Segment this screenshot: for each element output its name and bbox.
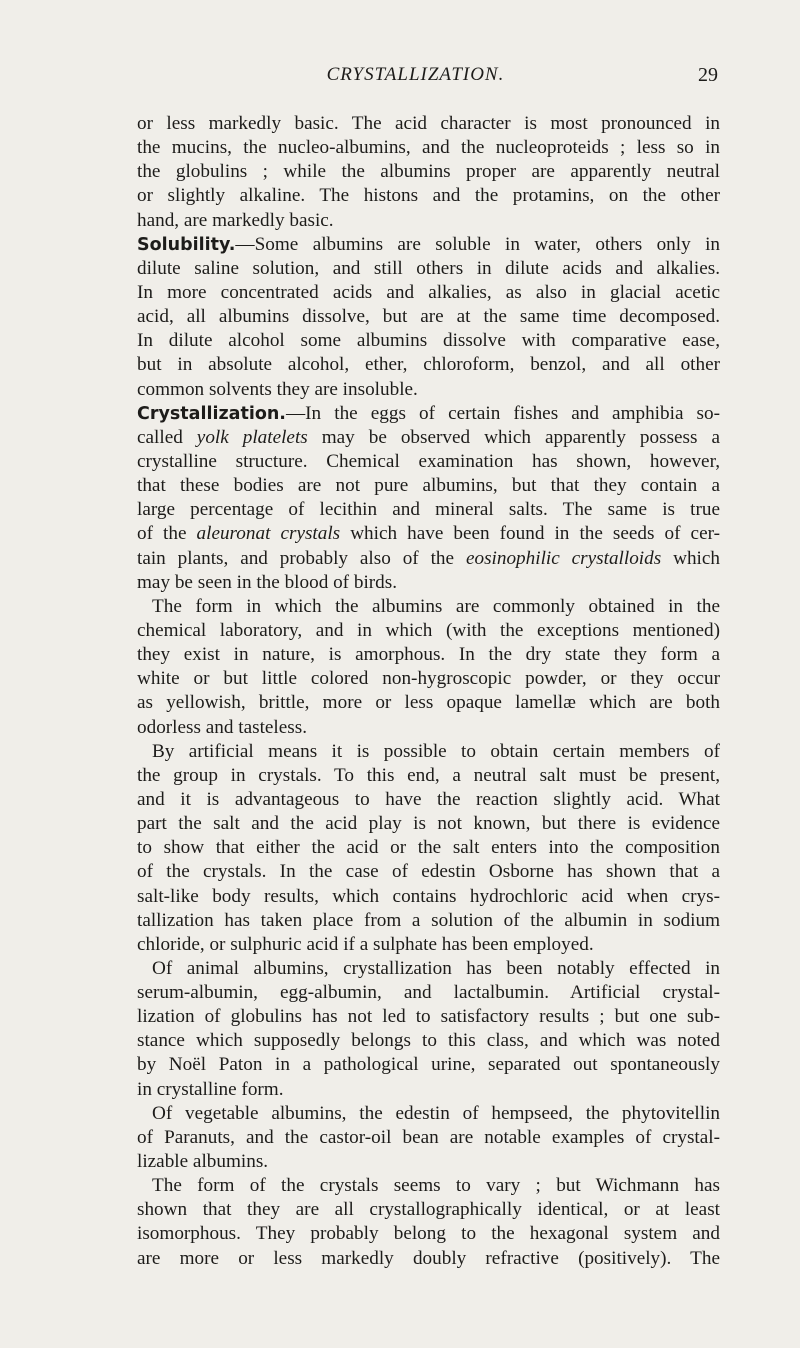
italic-term: yolk platelets [196, 426, 308, 448]
text-line [137, 885, 720, 909]
text-line [137, 836, 720, 860]
line-text: large percentage of lecithin and mineral salts. The same is true [137, 499, 720, 521]
line-text: lization of globulins has not led to satisfactory results ; but one sub- [137, 1006, 720, 1028]
text-line [137, 812, 720, 836]
text-line [137, 1053, 720, 1077]
text-line [137, 329, 720, 353]
text-line [137, 1150, 720, 1174]
text-line [137, 619, 720, 643]
line-text: of Paranuts, and the castor-oil bean are notable examples of crystal- [137, 1126, 720, 1148]
section-heading: Crystallization. [137, 403, 286, 424]
text-line [137, 1102, 720, 1126]
text-line [137, 184, 720, 208]
text-line [137, 112, 720, 136]
line-text: Of animal albumins, crystallization has been notably effected in [152, 957, 720, 979]
text-line [137, 233, 720, 257]
text-line [137, 402, 720, 426]
line-text: lizable albumins. [137, 1151, 269, 1173]
line-text: stance which supposedly belongs to this class, and which was noted [137, 1030, 720, 1052]
line-text: hand, are markedly basic. [137, 209, 334, 231]
text-line [137, 353, 720, 377]
text-line [137, 450, 720, 474]
line-text: to show that either the acid or the salt enters into the composition [137, 837, 720, 859]
text-line [137, 498, 720, 522]
text-line [137, 1222, 720, 1246]
text-line [137, 1005, 720, 1029]
text-line [137, 378, 720, 402]
line-text: By artificial means it is possible to obtain certain members of [152, 740, 720, 762]
line-text: Of vegetable albumins, the edestin of hempseed, the phytovitellin [152, 1102, 720, 1124]
text-line [137, 1247, 720, 1271]
text-line [137, 1126, 720, 1150]
page-number: 29 [698, 64, 718, 86]
line-text: In dilute alcohol some albumins dissolve with comparative ease, [137, 330, 720, 352]
running-title: CRYSTALLIZATION. [326, 64, 505, 85]
text-line [137, 933, 720, 957]
line-text: the group in crystals. To this end, a neutral salt must be present, [137, 764, 720, 786]
line-text: part the salt and the acid play is not known, but there is evidence [137, 813, 720, 835]
text-line [137, 909, 720, 933]
line-text: tallization has taken place from a solution of the albumin in sodium [137, 909, 720, 931]
line-text: may be observed which apparently possess a [307, 426, 720, 448]
text-line [137, 860, 720, 884]
line-text: The form of the crystals seems to vary ; but Wichmann has [152, 1175, 720, 1197]
line-text: but in absolute alcohol, ether, chloroform, benzol, and all other [137, 354, 720, 376]
text-line [137, 1029, 720, 1053]
line-text: of the [137, 523, 197, 545]
line-text: called [137, 426, 197, 448]
line-text: are more or less markedly doubly refractive (positively). The [137, 1247, 720, 1269]
text-line [137, 305, 720, 329]
line-text: In more concentrated acids and alkalies, as also in glacial acetic [137, 281, 720, 303]
text-line [137, 595, 720, 619]
line-text: crystalline structure. Chemical examination has shown, however, [137, 450, 720, 472]
line-text: chemical laboratory, and in which (with the exceptions mentioned) [137, 619, 720, 641]
line-text: or less markedly basic. The acid character is most pronounced in [137, 113, 720, 134]
text-line [137, 426, 720, 450]
section-heading: Solubility. [137, 234, 236, 255]
text-line [137, 691, 720, 715]
text-line [137, 522, 720, 546]
italic-term: aleuronat crystals [196, 523, 341, 545]
text-line [137, 957, 720, 981]
line-text: —Some albumins are soluble in water, others only in [235, 233, 720, 255]
line-text: acid, all albumins dissolve, but are at the same time decomposed. [137, 306, 720, 328]
line-text: as yellowish, brittle, more or less opaque lamellæ which are both [137, 692, 720, 714]
line-text: the globulins ; while the albumins proper are apparently neutral [137, 161, 720, 183]
line-text: serum-albumin, egg-albumin, and lactalbumin. Artificial crystal- [137, 982, 720, 1004]
body-text [137, 112, 720, 1271]
line-text: that these bodies are not pure albumins, but that they contain a [137, 475, 720, 497]
line-text: dilute saline solution, and still others in dilute acids and alkalies. [137, 257, 720, 279]
line-text: of the crystals. In the case of edestin Osborne has shown that a [137, 861, 720, 883]
line-text: which have been found in the seeds of cer- [340, 523, 720, 545]
text-line [137, 981, 720, 1005]
italic-term: eosinophilic crystalloids [465, 547, 662, 569]
line-text: the mucins, the nucleo-albumins, and the nucleoproteids ; less so in [137, 137, 720, 159]
text-line [137, 740, 720, 764]
line-text: shown that they are all crystallographically identical, or at least [137, 1199, 720, 1221]
line-text: white or but little colored non-hygroscopic powder, or they occur [137, 668, 720, 690]
text-line [137, 571, 720, 595]
line-text: chloride, or sulphuric acid if a sulphate has been employed. [137, 933, 594, 955]
line-text: —In the eggs of certain fishes and amphibia so- [285, 402, 720, 424]
text-line [137, 788, 720, 812]
text-line [137, 643, 720, 667]
text-line [137, 281, 720, 305]
page-header [113, 64, 718, 92]
text-line [137, 547, 720, 571]
text-line [137, 1174, 720, 1198]
text-line [137, 764, 720, 788]
line-text: salt-like body results, which contains hydrochloric acid when crys- [137, 885, 720, 907]
text-line [137, 136, 720, 160]
text-line [137, 716, 720, 740]
line-text: may be seen in the blood of birds. [137, 571, 398, 593]
text-line [137, 474, 720, 498]
text-line [137, 209, 720, 233]
line-text: tain plants, and probably also of the [137, 547, 466, 569]
text-line [137, 257, 720, 281]
line-text: odorless and tasteless. [137, 716, 307, 738]
line-text: The form in which the albumins are commonly obtained in the [152, 595, 720, 617]
line-text: common solvents they are insoluble. [137, 378, 418, 400]
line-text: and it is advantageous to have the reaction slightly acid. What [137, 788, 720, 810]
line-text: in crystalline form. [137, 1078, 284, 1100]
line-text: they exist in nature, is amorphous. In the dry state they form a [137, 644, 720, 666]
text-line [137, 160, 720, 184]
text-line [137, 1078, 720, 1102]
line-text: or slightly alkaline. The histons and the protamins, on the other [137, 185, 720, 207]
line-text: by Noël Paton in a pathological urine, separated out spontaneously [137, 1054, 720, 1076]
line-text: isomorphous. They probably belong to the hexagonal system and [137, 1223, 720, 1245]
text-line [137, 667, 720, 691]
text-line [137, 1198, 720, 1222]
line-text: which [661, 547, 720, 569]
